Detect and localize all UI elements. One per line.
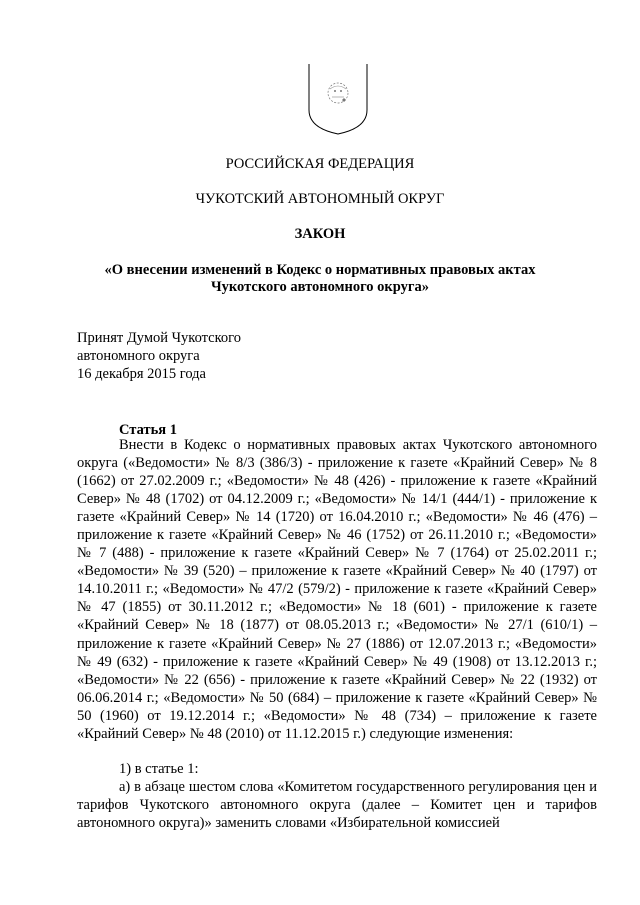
subitem-a: а) в абзаце шестом слова «Комитетом государственного регулирования цен и тарифов Чукотского автономного округа (далее – Комитет цен и тарифов автономного округа)» заменить словами «Избирательной комиссией — [77, 779, 597, 832]
adoption-info — [77, 329, 241, 383]
adoption-date: 16 декабря 2015 года — [77, 366, 206, 382]
document-type: ЗАКОН — [294, 226, 346, 242]
adoption-line-2: автономного округа — [77, 348, 200, 364]
law-title-line-2: Чукотского автономного округа» — [211, 279, 429, 295]
country-heading: РОССИЙСКАЯ ФЕДЕРАЦИЯ — [225, 156, 415, 172]
item-1: 1) в статье 1: — [119, 761, 199, 777]
coat-of-arms-icon — [306, 62, 370, 136]
law-title-line-1: «О внесении изменений в Кодекс о нормативных правовых актах — [104, 262, 536, 278]
region-heading: ЧУКОТСКИЙ АВТОНОМНЫЙ ОКРУГ — [195, 191, 445, 207]
article-1-paragraph: Внести в Кодекс о нормативных правовых актах Чукотского автономного округа («Ведомости» № 8/3 (386/3) - приложение к газете «Крайний Север» № 8 (1662) от 27.02.2009 г.; «Ведомости» № 48 (426) - приложение к газете «Крайний Север» № 48 (1702) от 04.12.2009 г.; «Ведомости» № 14/1 (444/1) - приложение к газете «Крайний Север» № 14 (1720) от 16.04.2010 г.; «Ведомости» № 46 (476) – приложение к газете «Крайний Север» № 46 (1752) от 26.11.2010 г.; «Ведомости» № 7 (488) - приложение к газете «Крайний Север» № 7 (1764) от 25.02.2011 г.; «Ведомости» № 39 (520) – приложение к газете «Крайний Север» № 40 (1797) от 14.10.2011 г.; «Ведомости» № 47/2 (579/2) - приложение к газете «Крайний Север» № 47 (1855) от 30.11.2012 г.; «Ведомости» № 18 (601) - приложение к газете «Крайний Север» № 18 (1877) от 08.05.2013 г.; «Ведомости» № 27/1 (610/1) – приложение к газете «Крайний Север» № 27 (1886) от 12.07.2013 г.; «Ведомости» № 49 (632) - приложение к газете «Крайний Север» № 49 (1908) от 13.12.2013 г.; «Ведомости» № 22 (656) - приложение к газете «Крайний Север» № 22 (1932) от 06.06.2014 г.; «Ведомости» № 50 (684) – приложение к газете «Крайний Север» № 50 (1960) от 19.12.2014 г.; «Ведомости» № 48 (734) – приложение к газете «Крайний Север» № 48 (2010) от 11.12.2015 г.) следующие изменения: — [77, 437, 597, 742]
adoption-line-1: Принят Думой Чукотского — [77, 330, 242, 346]
article-1-title: Статья 1 — [119, 422, 177, 438]
